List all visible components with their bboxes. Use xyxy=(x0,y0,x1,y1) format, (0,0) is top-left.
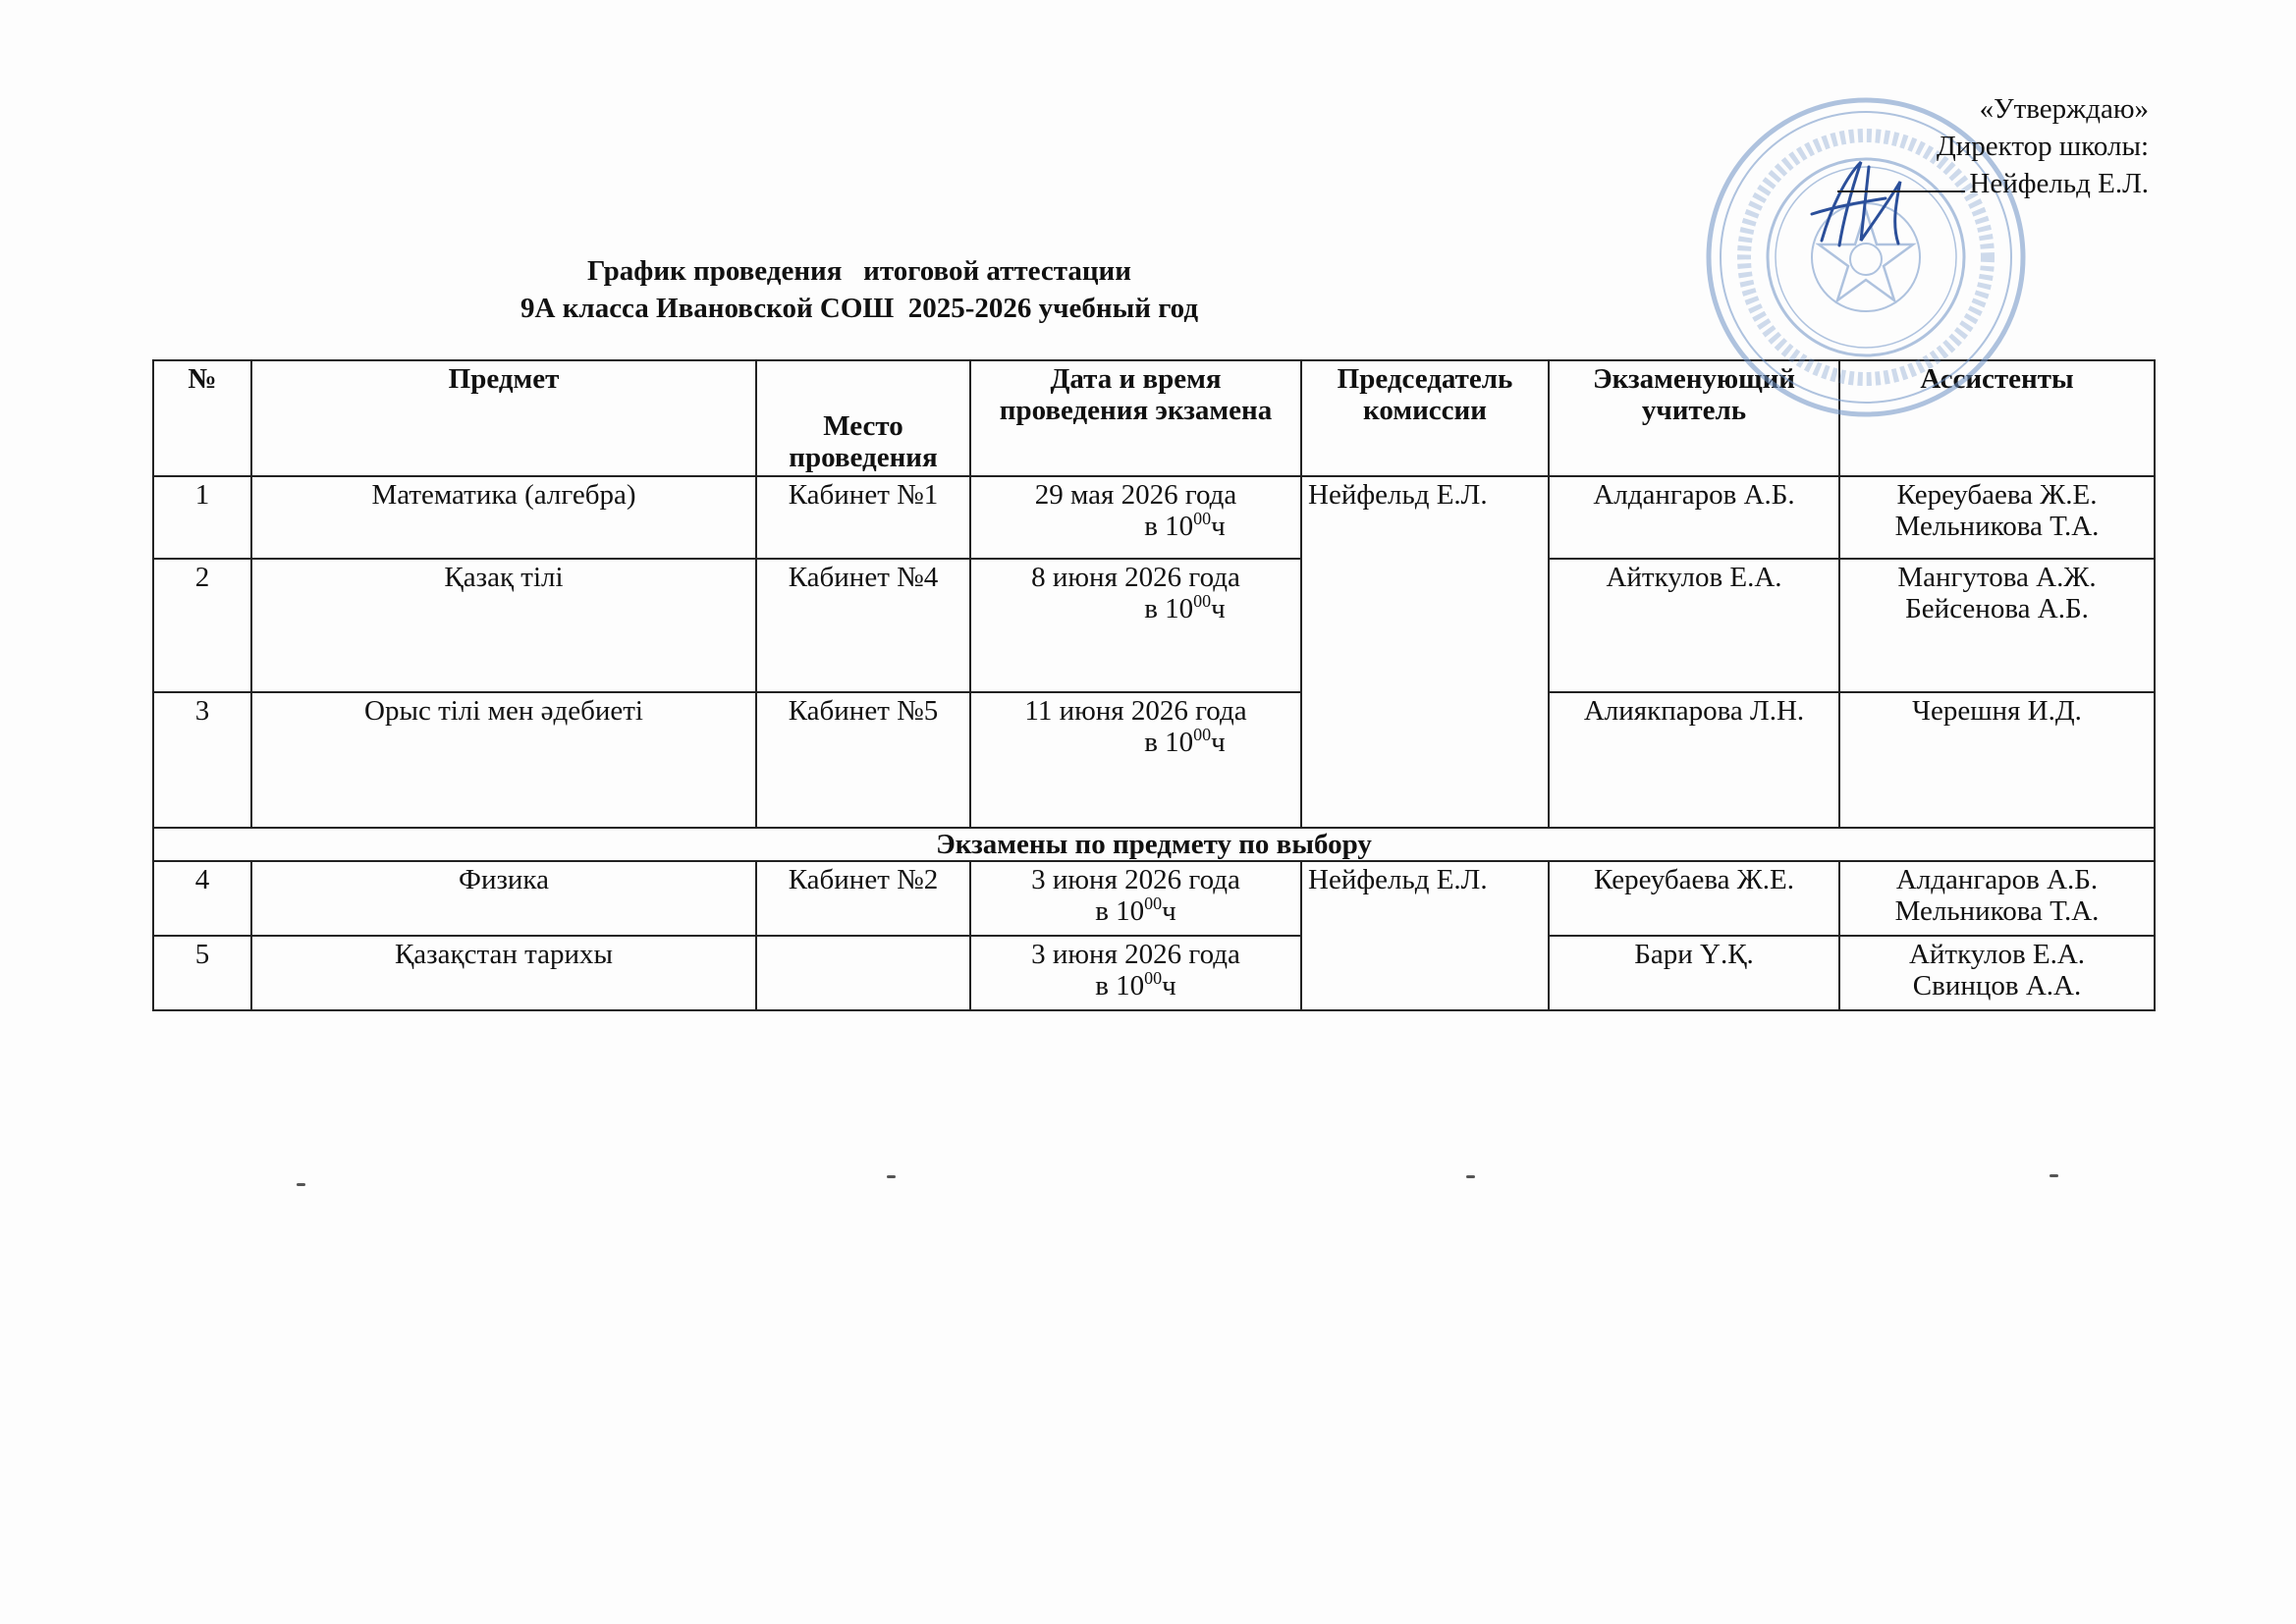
header-subject: Предмет xyxy=(251,360,756,476)
signature-line xyxy=(1837,165,1965,192)
exam-schedule-table xyxy=(152,359,2156,1011)
row-subject: Физика xyxy=(251,861,756,936)
row-date xyxy=(970,692,1301,828)
row-subject: Қазақстан тарихы xyxy=(251,936,756,1010)
assistant-name: Кереубаева Ж.Е. xyxy=(1896,479,2098,511)
row-time: в $10^{00}ч$ xyxy=(1144,509,1226,542)
row-date xyxy=(970,559,1301,692)
row-date-text: 11 июня 2026 года xyxy=(1024,695,1247,727)
assistant-name: Бейсенова А.Б. xyxy=(1905,593,2089,624)
approval-name: Нейфельд Е.Л. xyxy=(1969,168,2149,199)
approval-block xyxy=(1837,90,2149,202)
section-heading: Экзамены по предмету по выбору xyxy=(153,828,2155,861)
row-time: в $10^{00}ч$ xyxy=(1144,725,1226,758)
section-row xyxy=(153,828,2155,861)
row-place: Кабинет №2 xyxy=(756,861,970,936)
table-row xyxy=(153,692,2155,828)
header-examiner: Экзаменующий учитель xyxy=(1549,360,1839,476)
row-subject: Математика (алгебра) xyxy=(251,476,756,559)
header-assistants: Ассистенты xyxy=(1839,360,2155,476)
table-row xyxy=(153,559,2155,692)
row-date-text: 3 июня 2026 года xyxy=(1031,864,1240,895)
row-chair: Нейфельд Е.Л. xyxy=(1301,861,1549,1010)
row-date xyxy=(970,476,1301,559)
row-subject: Қазақ тілі xyxy=(251,559,756,692)
row-place: Кабинет №5 xyxy=(756,692,970,828)
row-assistants xyxy=(1839,476,2155,559)
approval-signatory xyxy=(1837,165,2149,202)
header-date: Дата и время проведения экзамена xyxy=(970,360,1301,476)
row-date-text: 29 мая 2026 года xyxy=(1034,479,1237,511)
row-examiner: Кереубаева Ж.Е. xyxy=(1549,861,1839,936)
row-place: Кабинет №4 xyxy=(756,559,970,692)
row-time: в $10^{00}ч$ xyxy=(1095,968,1176,1001)
row-time: в $10^{00}ч$ xyxy=(1144,591,1226,624)
title-line-1: График проведения итоговой аттестации xyxy=(587,255,1131,287)
approval-heading: «Утверждаю» xyxy=(1979,93,2149,125)
row-number: 5 xyxy=(153,936,251,1010)
row-examiner: Алиякпарова Л.Н. xyxy=(1549,692,1839,828)
table-row xyxy=(153,861,2155,936)
row-date xyxy=(970,936,1301,1010)
row-place: Кабинет №1 xyxy=(756,476,970,559)
assistant-name: Мангутова А.Ж. xyxy=(1897,562,2097,593)
assistant-name: Черешня И.Д. xyxy=(1912,695,2082,727)
row-chair: Нейфельд Е.Л. xyxy=(1301,476,1549,828)
table-row xyxy=(153,936,2155,1010)
document-title xyxy=(0,252,1719,327)
header-chair: Председатель комиссии xyxy=(1301,360,1549,476)
row-place xyxy=(756,936,970,1010)
title-line-2: 9А класса Ивановской СОШ 2025-2026 учебный год xyxy=(520,293,1198,324)
approval-position: Директор школы: xyxy=(1937,131,2149,162)
assistant-name: Свинцов А.А. xyxy=(1912,970,2082,1001)
row-assistants xyxy=(1839,692,2155,828)
row-date-text: 3 июня 2026 года xyxy=(1031,939,1240,970)
row-examiner: Бари Ү.Қ. xyxy=(1549,936,1839,1010)
row-subject: Орыс тілі мен әдебиеті xyxy=(251,692,756,828)
table-row xyxy=(153,476,2155,559)
row-number: 4 xyxy=(153,861,251,936)
row-assistants xyxy=(1839,861,2155,936)
row-date xyxy=(970,861,1301,936)
row-time: в $10^{00}ч$ xyxy=(1095,893,1176,927)
row-assistants xyxy=(1839,559,2155,692)
row-examiner: Айткулов Е.А. xyxy=(1549,559,1839,692)
row-number: 3 xyxy=(153,692,251,828)
assistant-name: Мельникова Т.А. xyxy=(1894,511,2100,542)
assistant-name: Айткулов Е.А. xyxy=(1908,939,2086,970)
row-number: 1 xyxy=(153,476,251,559)
row-number: 2 xyxy=(153,559,251,692)
header-number: № xyxy=(153,360,251,476)
header-place: Место проведения xyxy=(756,360,970,476)
row-date-text: 8 июня 2026 года xyxy=(1031,562,1240,593)
row-assistants xyxy=(1839,936,2155,1010)
assistant-name: Алдангаров А.Б. xyxy=(1895,864,2099,895)
assistant-name: Мельникова Т.А. xyxy=(1894,895,2100,927)
row-examiner: Алдангаров А.Б. xyxy=(1549,476,1839,559)
